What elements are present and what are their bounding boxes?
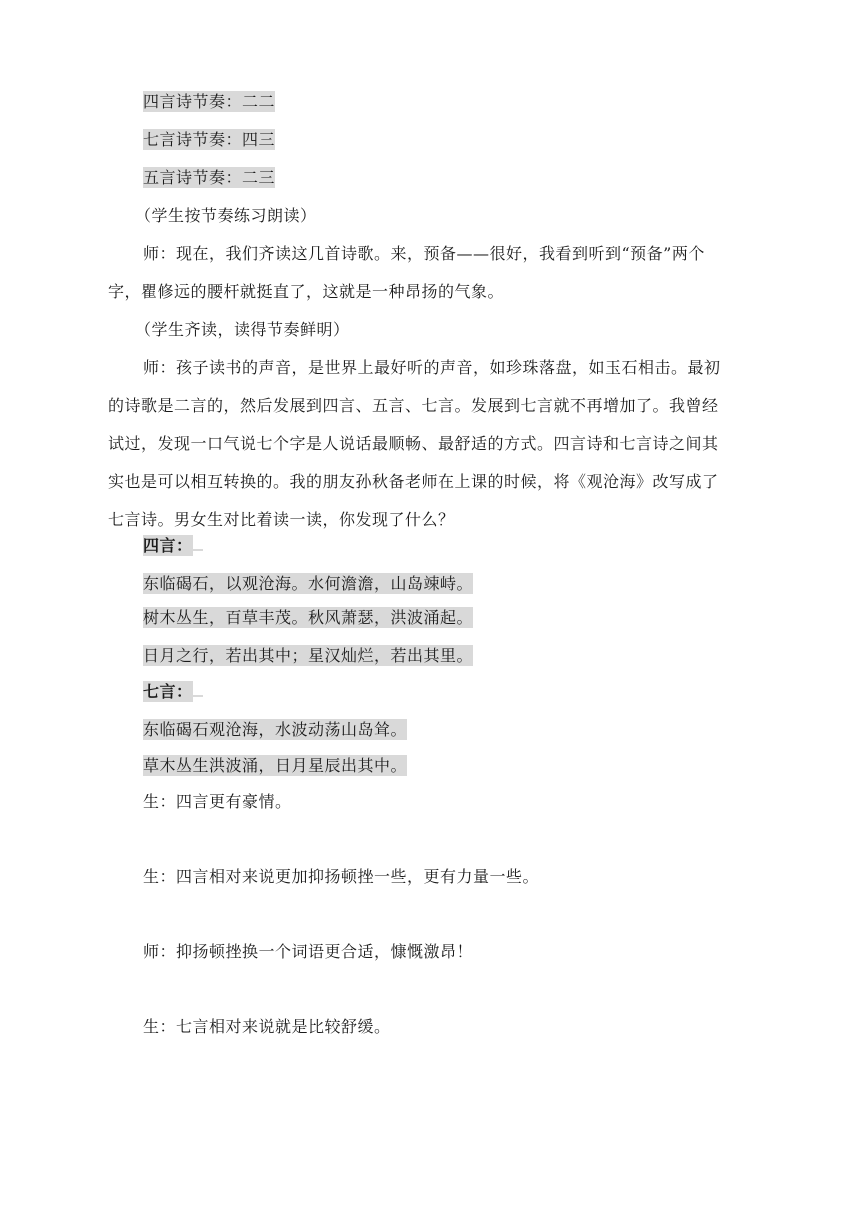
stage-direction-recite: （学生齐读，读得节奏鲜明）	[135, 320, 350, 339]
stage-direction-practice: （学生按节奏练习朗读）	[135, 206, 317, 225]
four-char-poem-line-1: 东临碣石，以观沧海。水何澹澹，山岛竦峙。	[143, 574, 474, 593]
rhythm-five-line	[143, 167, 275, 189]
four-char-poem-line-2: 树木丛生，百草丰茂。秋风萧瑟，洪波涌起。	[143, 608, 474, 627]
teacher-paragraph-2-line-1: 师：孩子读书的声音，是世界上最好听的声音，如珍珠落盘，如玉石相击。最初	[143, 358, 721, 377]
student-remark-2: 生：四言相对来说更加抑扬顿挫一些，更有力量一些。	[143, 867, 540, 886]
teacher-paragraph-1-line-1: 师：现在，我们齐读这几首诗歌。来，预备——很好，我看到听到“预备”两个	[143, 244, 705, 263]
seven-char-poem-line-2: 草木丛生洪波涌，日月星辰出其中。	[143, 756, 408, 775]
four-char-poem-line-3: 日月之行，若出其中；星汉灿烂，若出其里。	[143, 646, 474, 665]
rhythm-seven-text: 七言诗节奏：四三	[143, 130, 276, 149]
four-char-heading: 四言：	[143, 536, 193, 555]
seven-char-heading-line	[143, 681, 203, 703]
teacher-paragraph-2-line-4: 实也是可以相互转换的。我的朋友孙秋备老师在上课的时候，将《观沧海》改写成了	[108, 472, 719, 491]
rhythm-seven-line	[143, 129, 275, 151]
teacher-paragraph-1-line-2: 字，瞿修远的腰杆就挺直了，这就是一种昂扬的气象。	[108, 282, 505, 301]
rhythm-four-text: 四言诗节奏：二二	[143, 92, 276, 111]
teacher-paragraph-2-line-5: 七言诗。男女生对比着读一读，你发现了什么？	[108, 510, 455, 529]
four-char-heading-line	[143, 535, 203, 557]
rhythm-five-text: 五言诗节奏：二三	[143, 168, 276, 187]
student-remark-1: 生：四言更有豪情。	[143, 792, 292, 811]
teacher-paragraph-2-line-3: 试过，发现一口气说七个字是人说话最顺畅、最舒适的方式。四言诗和七言诗之间其	[108, 434, 719, 453]
teacher-remark: 师：抑扬顿挫换一个词语更合适，慷慨激昂！	[143, 942, 474, 961]
rhythm-four-line	[143, 91, 275, 113]
student-remark-3: 生：七言相对来说就是比较舒缓。	[143, 1017, 391, 1036]
teacher-paragraph-2-line-2: 的诗歌是二言的，然后发展到四言、五言、七言。发展到七言就不再增加了。我曾经	[108, 396, 719, 415]
seven-char-heading: 七言：	[143, 682, 193, 701]
seven-char-poem-line-1: 东临碣石观沧海，水波动荡山岛耸。	[143, 720, 408, 739]
